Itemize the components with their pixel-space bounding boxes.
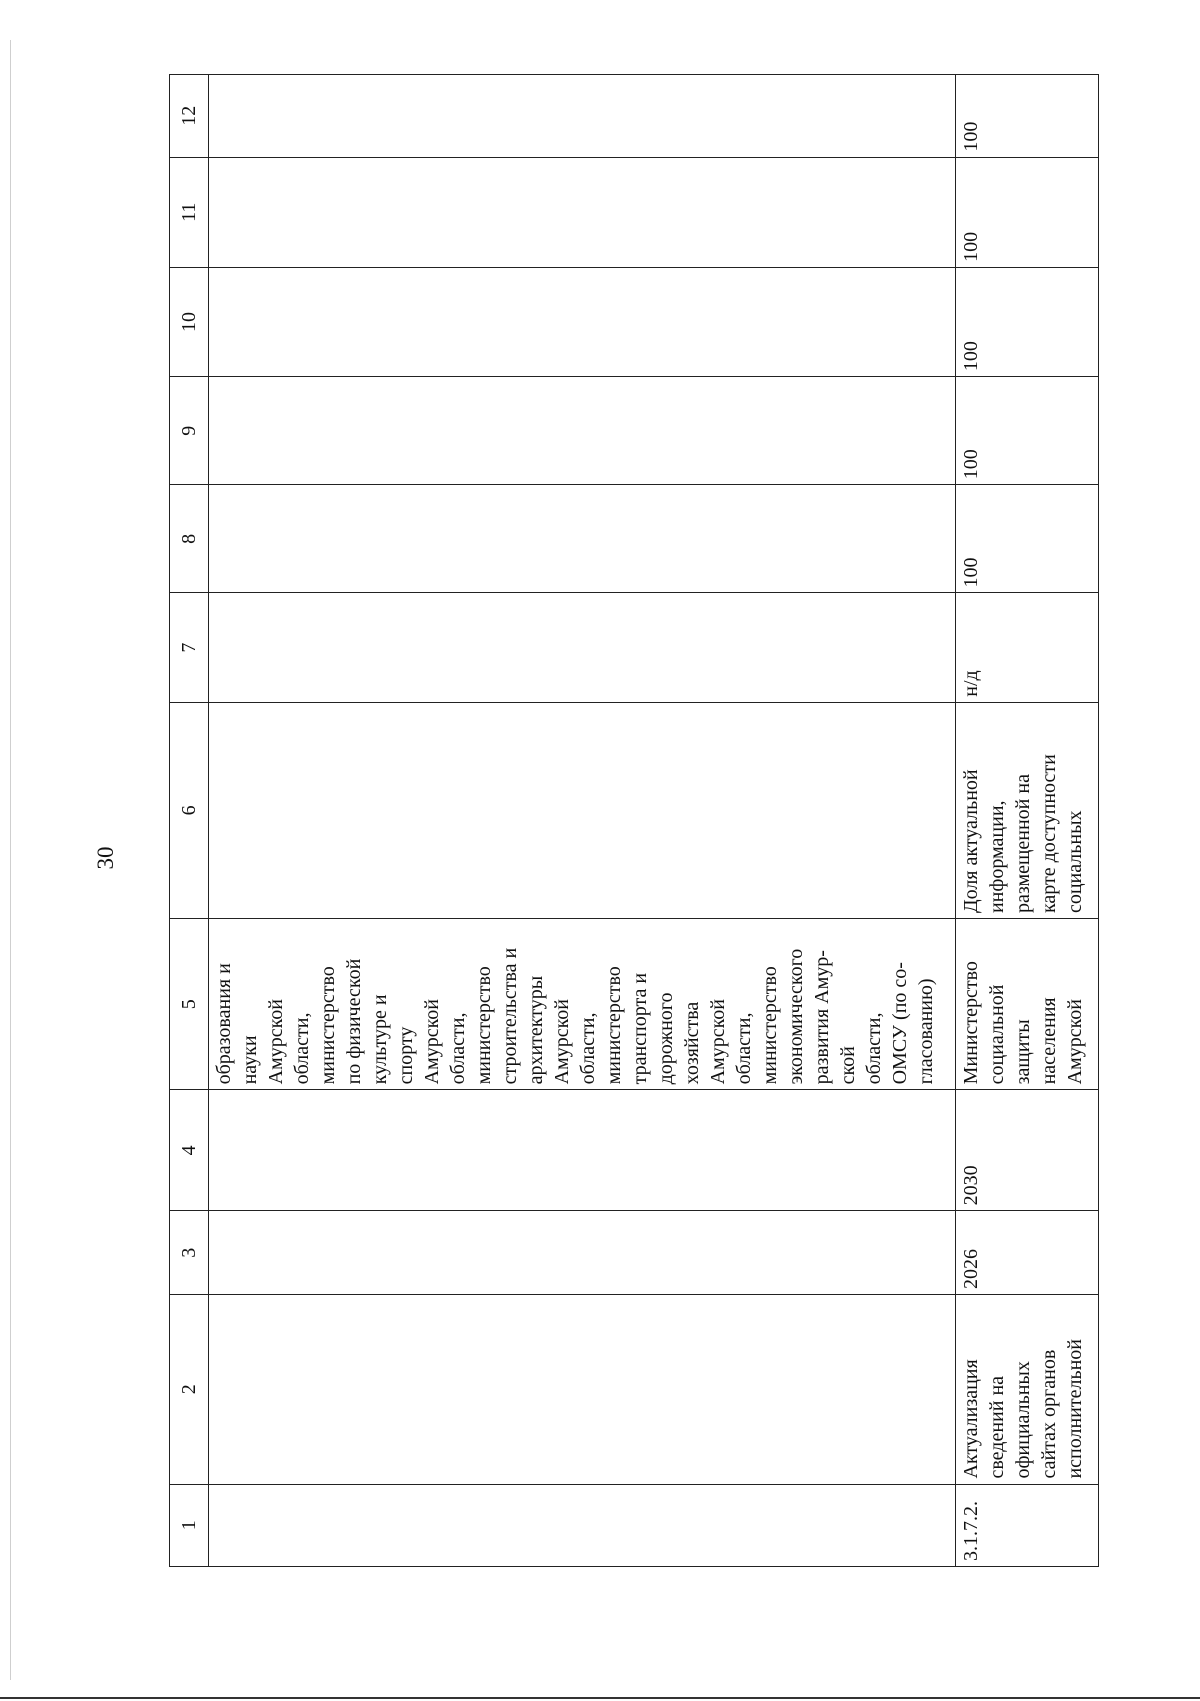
table-row-3-1-7-2 <box>956 75 1099 1567</box>
page-number: 30 <box>93 846 118 870</box>
base-value-cell: н/д <box>956 593 1099 702</box>
measure-name-cell: Актуализация сведений на официальных сайтах органов исполнительной <box>956 1294 1099 1484</box>
table-cell <box>209 1090 956 1211</box>
table-row-continuation <box>209 75 956 1567</box>
table-cell <box>209 593 956 702</box>
column-header-5: 5 <box>170 919 209 1090</box>
column-header-2: 2 <box>170 1294 209 1484</box>
table-cell <box>209 485 956 593</box>
scan-edge-left <box>10 40 11 1680</box>
responsible-executors-cell: образования и науки Амурской области, министерство по физической культуре и спорту Амурской области, министерство строительства и архитектуры Амурской области, министерство транспорта и дорожного хозяйства Амурской области, министерство экономического развития Амур- ской области, ОМСУ (по со- гласованию) <box>209 919 956 1090</box>
value-cell: 100 <box>956 377 1099 485</box>
end-year-cell: 2030 <box>956 1090 1099 1211</box>
value-cell: 100 <box>956 267 1099 376</box>
start-year-cell: 2026 <box>956 1211 1099 1295</box>
value-cell: 100 <box>956 157 1099 267</box>
table-cell <box>209 1484 956 1566</box>
table-cell <box>209 1211 956 1295</box>
column-header-3: 3 <box>170 1211 209 1295</box>
rotated-table-container <box>169 74 1103 1567</box>
column-header-10: 10 <box>170 267 209 376</box>
scan-edge-bottom <box>0 1697 1200 1699</box>
column-header-4: 4 <box>170 1090 209 1211</box>
value-cell: 100 <box>956 485 1099 593</box>
measures-table <box>169 74 1099 1567</box>
responsible-executor-cell: Министерство социальной защиты населения Амурской <box>956 919 1099 1090</box>
item-number-cell: 3.1.7.2. <box>956 1484 1099 1566</box>
table-cell <box>209 267 956 376</box>
column-header-12: 12 <box>170 75 209 158</box>
column-header-1: 1 <box>170 1484 209 1566</box>
table-cell <box>209 1294 956 1484</box>
column-header-11: 11 <box>170 157 209 267</box>
indicator-name-cell: Доля актуальной информации, размещенной на карте доступности социальных <box>956 702 1099 918</box>
column-header-8: 8 <box>170 485 209 593</box>
column-header-6: 6 <box>170 702 209 918</box>
value-cell: 100 <box>956 75 1099 158</box>
table-cell <box>209 377 956 485</box>
column-number-row <box>170 75 209 1567</box>
table-cell <box>209 157 956 267</box>
rotated-table-frame <box>169 74 1103 1567</box>
table-cell <box>209 75 956 158</box>
table-cell <box>209 702 956 918</box>
column-header-9: 9 <box>170 377 209 485</box>
column-header-7: 7 <box>170 593 209 702</box>
